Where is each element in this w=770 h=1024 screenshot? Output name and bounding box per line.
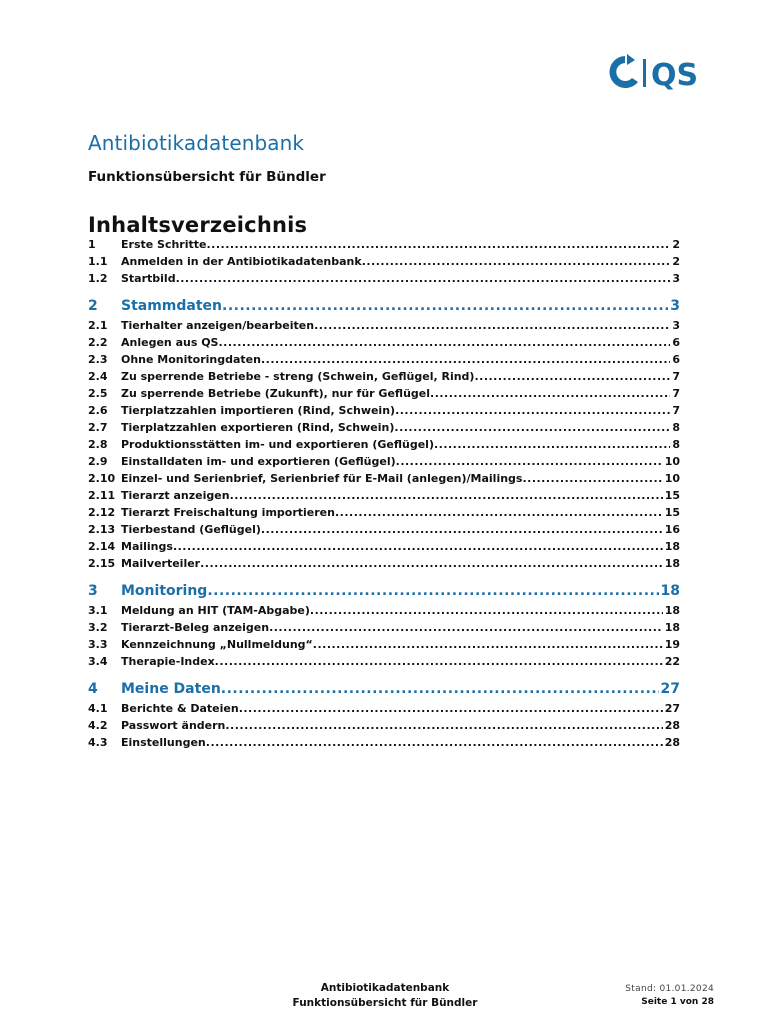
toc-entry-page: 15 — [664, 506, 680, 519]
toc-entry-title: Tierhalter anzeigen/bearbeiten — [121, 319, 315, 332]
toc-entry-page: 27 — [664, 702, 680, 715]
toc-entry-page: 6 — [672, 353, 680, 366]
toc-entry[interactable] — [88, 655, 680, 672]
toc-dot-leader — [314, 319, 670, 332]
toc-entry[interactable] — [88, 455, 680, 472]
toc-dot-leader — [221, 681, 659, 697]
footer-stand: Stand: 01.01.2024 — [625, 984, 714, 994]
toc-entry-number: 3.3 — [88, 638, 108, 651]
toc-entry[interactable] — [88, 736, 680, 753]
toc-entry[interactable] — [88, 702, 680, 719]
toc-entry-title: Tierbestand (Geflügel) — [121, 523, 261, 536]
toc-entry-number: 2.12 — [88, 506, 116, 519]
toc-entry-number: 1.1 — [88, 255, 108, 268]
toc-entry-title: Mailings — [121, 540, 173, 553]
toc-entry-number: 4.3 — [88, 736, 108, 749]
toc-entry-title: Zu sperrende Betriebe (Zukunft), nur für Geflügel — [121, 387, 431, 400]
toc-entry-number: 2.14 — [88, 540, 116, 553]
toc-entry-title: Berichte & Dateien — [121, 702, 239, 715]
qs-logo-text: QS — [651, 58, 699, 93]
toc-entry-number: 2 — [88, 298, 98, 314]
toc-dot-leader — [394, 421, 670, 434]
toc-entry-page: 22 — [664, 655, 680, 668]
toc-entry[interactable] — [88, 523, 680, 540]
toc-entry[interactable] — [88, 506, 680, 523]
toc-entry-number: 2.4 — [88, 370, 108, 383]
toc-dot-leader — [225, 719, 662, 732]
footer-page-number: Seite 1 von 28 — [641, 997, 714, 1007]
toc-dot-leader — [434, 438, 670, 451]
toc-entry-title: Meine Daten — [121, 681, 221, 697]
toc-entry[interactable] — [88, 298, 680, 319]
toc-entry-page: 10 — [664, 472, 680, 485]
toc-entry[interactable] — [88, 336, 680, 353]
footer-title — [230, 981, 540, 1011]
toc-entry[interactable] — [88, 681, 680, 702]
toc-entry[interactable] — [88, 319, 680, 336]
toc-entry-title: Anmelden in der Antibiotikadatenbank — [121, 255, 362, 268]
footer-line-1: Antibiotikadatenbank — [320, 982, 450, 994]
toc-entry-page: 7 — [672, 404, 680, 417]
toc-dot-leader — [207, 583, 658, 599]
toc-entry-page: 8 — [672, 421, 680, 434]
toc-entry-number: 3.4 — [88, 655, 108, 668]
toc-entry-title: Produktionsstätten im- und exportieren (Geflügel) — [121, 438, 434, 451]
toc-entry-page: 28 — [664, 719, 680, 732]
toc-entry[interactable] — [88, 404, 680, 421]
toc-entry-title: Stammdaten — [121, 298, 223, 314]
toc-entry-page: 3 — [672, 319, 680, 332]
toc-entry-page: 2 — [672, 255, 680, 268]
toc-entry-number: 2.8 — [88, 438, 108, 451]
toc-entry[interactable] — [88, 557, 680, 574]
toc-entry-title: Tierplatzzahlen exportieren (Rind, Schwein) — [121, 421, 395, 434]
toc-heading: Inhaltsverzeichnis — [88, 213, 308, 237]
toc-entry-number: 4.1 — [88, 702, 108, 715]
toc-entry[interactable] — [88, 421, 680, 438]
toc-entry[interactable] — [88, 272, 680, 289]
toc-entry-number: 2.15 — [88, 557, 116, 570]
footer-line-2: Funktionsübersicht für Bündler — [292, 997, 478, 1009]
toc-entry-number: 3 — [88, 583, 98, 599]
toc-entry-title: Tierarzt-Beleg anzeigen — [121, 621, 270, 634]
toc-entry-number: 1 — [88, 238, 96, 251]
toc-entry-number: 2.2 — [88, 336, 108, 349]
toc-dot-leader — [362, 255, 671, 268]
toc-entry-title: Therapie-Index — [121, 655, 215, 668]
toc-dot-leader — [335, 506, 663, 519]
toc-entry-title: Zu sperrende Betriebe - streng (Schwein, Geflügel, Rind) — [121, 370, 475, 383]
toc-dot-leader — [310, 604, 663, 617]
toc-entry-title: Startbild — [121, 272, 176, 285]
toc-entry-number: 2.9 — [88, 455, 108, 468]
toc-entry-page: 16 — [664, 523, 680, 536]
toc-entry-number: 2.1 — [88, 319, 108, 332]
toc-dot-leader — [313, 638, 663, 651]
toc-entry-page: 3 — [670, 298, 680, 314]
toc-entry-title: Mailverteiler — [121, 557, 201, 570]
toc-dot-leader — [222, 298, 668, 314]
toc-entry[interactable] — [88, 238, 680, 255]
toc-entry-title: Meldung an HIT (TAM-Abgabe) — [121, 604, 310, 617]
toc-dot-leader — [395, 404, 670, 417]
toc-entry[interactable] — [88, 472, 680, 489]
toc-entry-page: 10 — [664, 455, 680, 468]
toc-entry-number: 2.5 — [88, 387, 108, 400]
toc-dot-leader — [215, 655, 663, 668]
toc-entry-number: 4 — [88, 681, 98, 697]
toc-dot-leader — [430, 387, 670, 400]
document-title: Antibiotikadatenbank — [88, 131, 305, 155]
toc-entry[interactable] — [88, 489, 680, 506]
toc-dot-leader — [176, 272, 671, 285]
toc-entry[interactable] — [88, 719, 680, 736]
toc-entry-page: 6 — [672, 336, 680, 349]
toc-entry[interactable] — [88, 604, 680, 621]
toc-entry-page: 28 — [664, 736, 680, 749]
toc-entry-number: 2.3 — [88, 353, 108, 366]
toc-entry[interactable] — [88, 638, 680, 655]
toc-entry-page: 18 — [664, 604, 680, 617]
toc-entry-page: 7 — [672, 370, 680, 383]
toc-dot-leader — [206, 238, 670, 251]
toc-dot-leader — [239, 702, 663, 715]
toc-entry[interactable] — [88, 540, 680, 557]
toc-entry-page: 18 — [664, 621, 680, 634]
toc-entry-title: Passwort ändern — [121, 719, 226, 732]
toc-entry[interactable] — [88, 370, 680, 387]
toc-entry-number: 2.11 — [88, 489, 116, 502]
footer-meta — [625, 983, 714, 1009]
toc-entry-page: 18 — [664, 557, 680, 570]
toc-entry-page: 15 — [664, 489, 680, 502]
toc-entry-title: Tierarzt Freischaltung importieren — [121, 506, 335, 519]
toc-entry-page: 3 — [672, 272, 680, 285]
toc-dot-leader — [522, 472, 662, 485]
toc-entry-title: Einstellungen — [121, 736, 206, 749]
toc-entry-title: Kennzeichnung „Nullmeldung“ — [121, 638, 313, 651]
toc-entry[interactable] — [88, 438, 680, 455]
toc-entry-number: 3.2 — [88, 621, 108, 634]
toc-entry-title: Erste Schritte — [121, 238, 207, 251]
toc-entry-title: Tierarzt anzeigen — [121, 489, 230, 502]
table-of-contents — [88, 238, 680, 753]
toc-entry-number: 2.7 — [88, 421, 108, 434]
toc-entry-title: Anlegen aus QS — [121, 336, 219, 349]
toc-dot-leader — [261, 523, 663, 536]
toc-entry-title: Monitoring — [121, 583, 208, 599]
qs-logo — [605, 52, 720, 94]
toc-dot-leader — [230, 489, 663, 502]
toc-dot-leader — [396, 455, 663, 468]
toc-entry[interactable] — [88, 353, 680, 370]
toc-entry-page: 8 — [672, 438, 680, 451]
toc-entry-page: 18 — [664, 540, 680, 553]
toc-dot-leader — [261, 353, 670, 366]
toc-entry-number: 3.1 — [88, 604, 108, 617]
toc-dot-leader — [200, 557, 663, 570]
toc-entry[interactable] — [88, 387, 680, 404]
toc-entry[interactable] — [88, 255, 680, 272]
toc-dot-leader — [474, 370, 670, 383]
toc-entry[interactable] — [88, 621, 680, 638]
toc-entry-number: 2.10 — [88, 472, 116, 485]
toc-entry-page: 7 — [672, 387, 680, 400]
toc-entry-number: 1.2 — [88, 272, 108, 285]
toc-entry-page: 18 — [660, 583, 680, 599]
toc-entry-number: 2.13 — [88, 523, 116, 536]
toc-entry-number: 4.2 — [88, 719, 108, 732]
toc-entry-page: 19 — [664, 638, 680, 651]
toc-dot-leader — [269, 621, 663, 634]
toc-entry-page: 27 — [660, 681, 680, 697]
toc-dot-leader — [206, 736, 663, 749]
toc-entry-page: 2 — [672, 238, 680, 251]
toc-entry-title: Einstalldaten im- und exportieren (Geflügel) — [121, 455, 396, 468]
document-subtitle: Funktionsübersicht für Bündler — [88, 169, 326, 185]
toc-entry-number: 2.6 — [88, 404, 108, 417]
toc-entry[interactable] — [88, 583, 680, 604]
toc-dot-leader — [173, 540, 663, 553]
toc-entry-title: Tierplatzzahlen importieren (Rind, Schwein) — [121, 404, 396, 417]
toc-dot-leader — [218, 336, 670, 349]
toc-entry-title: Ohne Monitoringdaten — [121, 353, 261, 366]
toc-entry-title: Einzel- und Serienbrief, Serienbrief für E-Mail (anlegen)/Mailings — [121, 472, 523, 485]
